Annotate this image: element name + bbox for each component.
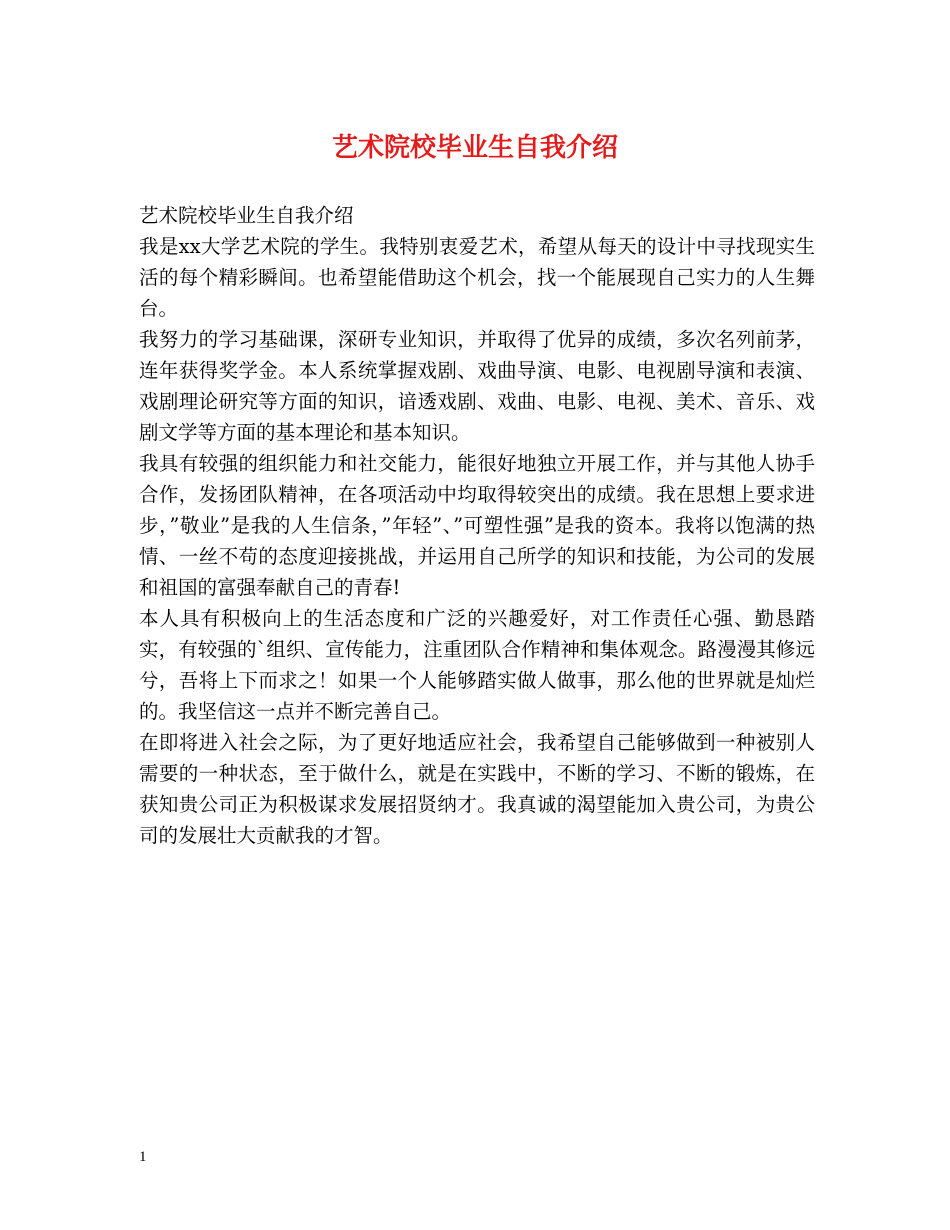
paragraph-abilities: 我具有较强的组织能力和社交能力，能很好地独立开展工作，并与其他人协手合作，发扬团队精神，在各项活动中均取得较突出的成绩。我在思想上要求进步，”敬业”是我的人生信条，”年轻”、”可塑性强”是我的资本。我将以饱满的热情、一丝不苟的态度迎接挑战，并运用自己所学的知识和技能，为公司的发展和祖国的富强奉献自己的青春! bbox=[139, 452, 815, 599]
paragraph-intro: 我是xx大学艺术院的学生。我特别衷爱艺术，希望从每天的设计中寻找现实生活的每个精彩瞬间。也希望能借助这个机会，找一个能展现自己实力的人生舞台。 bbox=[139, 235, 815, 320]
document-title: 艺术院校毕业生自我介绍 bbox=[331, 133, 618, 163]
page-number: 1 bbox=[139, 1149, 147, 1165]
paragraph-study: 我努力的学习基础课，深研专业知识，并取得了优异的成绩，多次名列前茅，连年获得奖学金。本人系统掌握戏剧、戏曲导演、电影、电视剧导演和表演、戏剧理论研究等方面的知识，谙透戏剧、戏曲、电影、电视、美术、音乐、戏剧文学等方面的基本理论和基本知识。 bbox=[139, 328, 815, 444]
paragraph-attitude: 本人具有积极向上的生活态度和广泛的兴趣爱好，对工作责任心强、勤恳踏实，有较强的`组织、宣传能力，注重团队合作精神和集体观念。路漫漫其修远兮，吾将上下而求之！如果一个人能够踏实做人做事，那么他的世界就是灿烂的。我坚信这一点并不断完善自己。 bbox=[139, 607, 815, 723]
paragraph-heading: 艺术院校毕业生自我介绍 bbox=[139, 204, 354, 227]
document-body bbox=[139, 200, 815, 851]
paragraph-closing: 在即将进入社会之际，为了更好地适应社会，我希望自己能够做到一种被别人需要的一种状态，至于做什么，就是在实践中，不断的学习、不断的锻炼，在获知贵公司正为积极谋求发展招贤纳才。我真诚的渴望能加入贵公司，为贵公司的发展壮大贡献我的才智。 bbox=[139, 731, 815, 847]
